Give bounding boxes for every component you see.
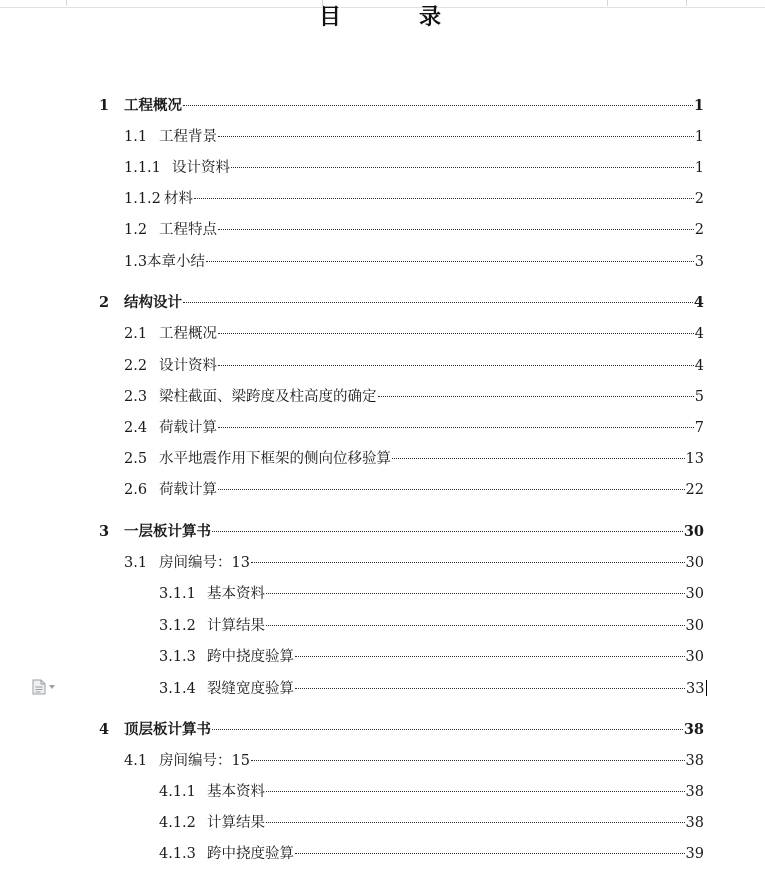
toc-entry-title: 梁柱截面、梁跨度及柱高度的确定 (159, 389, 377, 405)
toc-entry-title: 房间编号：13 (159, 555, 250, 571)
toc-leader-dots (251, 561, 685, 563)
toc-entry-title: 工程背景 (159, 129, 217, 145)
toc-leader-dots (266, 592, 685, 594)
toc-leader-dots (295, 852, 685, 854)
toc-entry-page: 38 (685, 784, 704, 800)
toc-leader-dots (218, 426, 694, 428)
toc-entry-title: 荷载计算 (159, 482, 217, 498)
toc-leader-dots (266, 790, 685, 792)
toc-entry-title: 房间编号：15 (159, 753, 250, 769)
toc-entry-number: 1.1 (124, 129, 148, 145)
toc-entry-subsection[interactable] (159, 583, 704, 605)
toc-entry-section[interactable] (124, 479, 704, 501)
toc-entry-number: 3.1.3 (159, 649, 196, 665)
toc-entry-title: 顶层板计算书 (124, 721, 211, 738)
toc-entry-title: 材料 (164, 191, 193, 207)
toc-leader-dots (378, 395, 694, 397)
toc-entry-page: 38 (685, 815, 704, 831)
toc-entry-title: 计算结果 (207, 815, 265, 831)
toc-entry-page: 3 (694, 254, 704, 270)
toc-entry-number: 4.1.3 (159, 846, 196, 862)
toc-entry-number: 2.3 (124, 389, 148, 405)
toc-entry-subsection[interactable] (124, 188, 704, 210)
toc-entry-page: 30 (683, 523, 704, 540)
document-icon (32, 679, 46, 695)
toc-entry-subsection[interactable] (159, 843, 704, 865)
toc-entry-page: 1 (694, 160, 704, 176)
toc-entry-page: 7 (694, 420, 704, 436)
toc-entry-title: 基本资料 (207, 586, 265, 602)
toc-leader-dots (218, 332, 694, 334)
toc-entry-section[interactable] (124, 251, 704, 273)
toc-leader-dots (212, 530, 683, 532)
toc-entry-section[interactable] (124, 323, 704, 345)
toc-leader-dots (295, 687, 685, 689)
toc-entry-subsection[interactable] (159, 812, 704, 834)
toc-entry-title: 计算结果 (207, 618, 265, 634)
toc-leader-dots (231, 166, 694, 168)
toc-entry-number: 4 (99, 721, 110, 738)
toc-leader-dots (218, 228, 694, 230)
toc-entry-number: 4.1.1 (159, 784, 196, 800)
toc-entry-subsection[interactable] (159, 781, 704, 803)
toc-entry-section[interactable] (124, 552, 704, 574)
toc-leader-dots (251, 759, 685, 761)
toc-entry-chapter[interactable] (99, 292, 704, 314)
toc-entry-number: 3.1.2 (159, 618, 196, 634)
toc-entry-number: 3.1 (124, 555, 148, 571)
toc-entry-title: 本章小结 (147, 254, 205, 270)
toc-entry-page: 13 (685, 451, 704, 467)
toc-entry-number: 3.1.4 (159, 681, 196, 697)
toc-entry-number: 3 (99, 523, 110, 540)
toc-entry-title: 跨中挠度验算 (207, 649, 294, 665)
toc-leader-dots (183, 301, 693, 303)
toc-entry-number: 2.2 (124, 358, 148, 374)
toc-entry-title: 跨中挠度验算 (207, 846, 294, 862)
toc-entry-number: 2.4 (124, 420, 148, 436)
toc-entry-number: 1 (99, 97, 110, 114)
toc-entry-number: 2 (99, 294, 110, 311)
toc-entry-page: 39 (685, 846, 704, 862)
toc-entry-title: 设计资料 (172, 160, 230, 176)
toc-leader-dots (194, 197, 694, 199)
toc-entry-number: 1.1.1 (124, 160, 161, 176)
toc-entry-subsection[interactable] (159, 677, 707, 699)
toc-entry-subsection[interactable] (159, 646, 704, 668)
toc-entry-section[interactable] (124, 386, 704, 408)
toc-leader-dots (266, 821, 685, 823)
toc-entry-page: 1 (693, 97, 704, 114)
toc-leader-dots (206, 260, 694, 262)
toc-entry-chapter[interactable] (99, 719, 704, 741)
toc-leader-dots (266, 624, 685, 626)
toc-entry-subsection[interactable] (124, 157, 704, 179)
toc-entry-page: 30 (685, 586, 704, 602)
toc-entry-page: 2 (694, 222, 704, 238)
text-cursor (706, 680, 708, 696)
toc-entry-page: 30 (685, 649, 704, 665)
toc-entry-subsection[interactable] (159, 615, 704, 637)
toc-entry-number: 1.1.2 (124, 191, 161, 207)
toc-entry-page: 38 (683, 721, 704, 738)
toc-entry-number: 2.1 (124, 326, 148, 342)
toc-entry-title: 设计资料 (159, 358, 217, 374)
toc-leader-dots (392, 457, 685, 459)
toc-entry-title: 荷载计算 (159, 420, 217, 436)
toc-entry-section[interactable] (124, 126, 704, 148)
toc-entry-page: 5 (694, 389, 704, 405)
toc-title: 目录 (318, 4, 519, 30)
toc-entry-title: 工程概况 (159, 326, 217, 342)
toc-entry-number: 2.5 (124, 451, 148, 467)
toc-entry-page: 33 (686, 681, 705, 697)
toc-leader-dots (295, 655, 685, 657)
toc-entry-number: 1.2 (124, 222, 148, 238)
toc-entry-number: 3.1.1 (159, 586, 196, 602)
toc-entry-page: 4 (694, 358, 704, 374)
toc-entry-section[interactable] (124, 750, 704, 772)
toc-entry-chapter[interactable] (99, 95, 704, 117)
toc-entry-number: 4.1.2 (159, 815, 196, 831)
toc-entry-number: 1.3 (124, 254, 148, 270)
toc-entry-title: 基本资料 (207, 784, 265, 800)
toc-entry-page: 2 (694, 191, 704, 207)
toc-entry-page: 30 (685, 618, 704, 634)
toc-entry-title: 工程概况 (124, 97, 182, 114)
toc-entry-page: 38 (685, 753, 704, 769)
toc-entry-page: 1 (694, 129, 704, 145)
toc-entry-section[interactable] (124, 417, 704, 439)
toc-entry-title: 结构设计 (124, 294, 182, 311)
toc-entry-number: 2.6 (124, 482, 148, 498)
toc-leader-dots (218, 135, 694, 137)
toc-entry-section[interactable] (124, 219, 704, 241)
toc-entry-section[interactable] (124, 355, 704, 377)
document-options-icon[interactable] (32, 679, 55, 695)
toc-entry-page: 22 (685, 482, 704, 498)
toc-entry-chapter[interactable] (99, 521, 704, 543)
toc-entry-title: 水平地震作用下框架的侧向位移验算 (159, 451, 391, 467)
toc-leader-dots (218, 488, 685, 490)
toc-entry-section[interactable] (124, 448, 704, 470)
toc-leader-dots (212, 728, 683, 730)
chevron-down-icon (49, 685, 55, 689)
toc-leader-dots (183, 104, 693, 106)
toc-entry-number: 4.1 (124, 753, 148, 769)
toc-entry-page: 30 (685, 555, 704, 571)
toc-entry-title: 裂缝宽度验算 (207, 681, 294, 697)
toc-entry-title: 工程特点 (159, 222, 217, 238)
toc-entry-title: 一层板计算书 (124, 523, 211, 540)
toc-entry-page: 4 (694, 326, 704, 342)
toc-leader-dots (218, 364, 694, 366)
toc-entry-page: 4 (693, 294, 704, 311)
